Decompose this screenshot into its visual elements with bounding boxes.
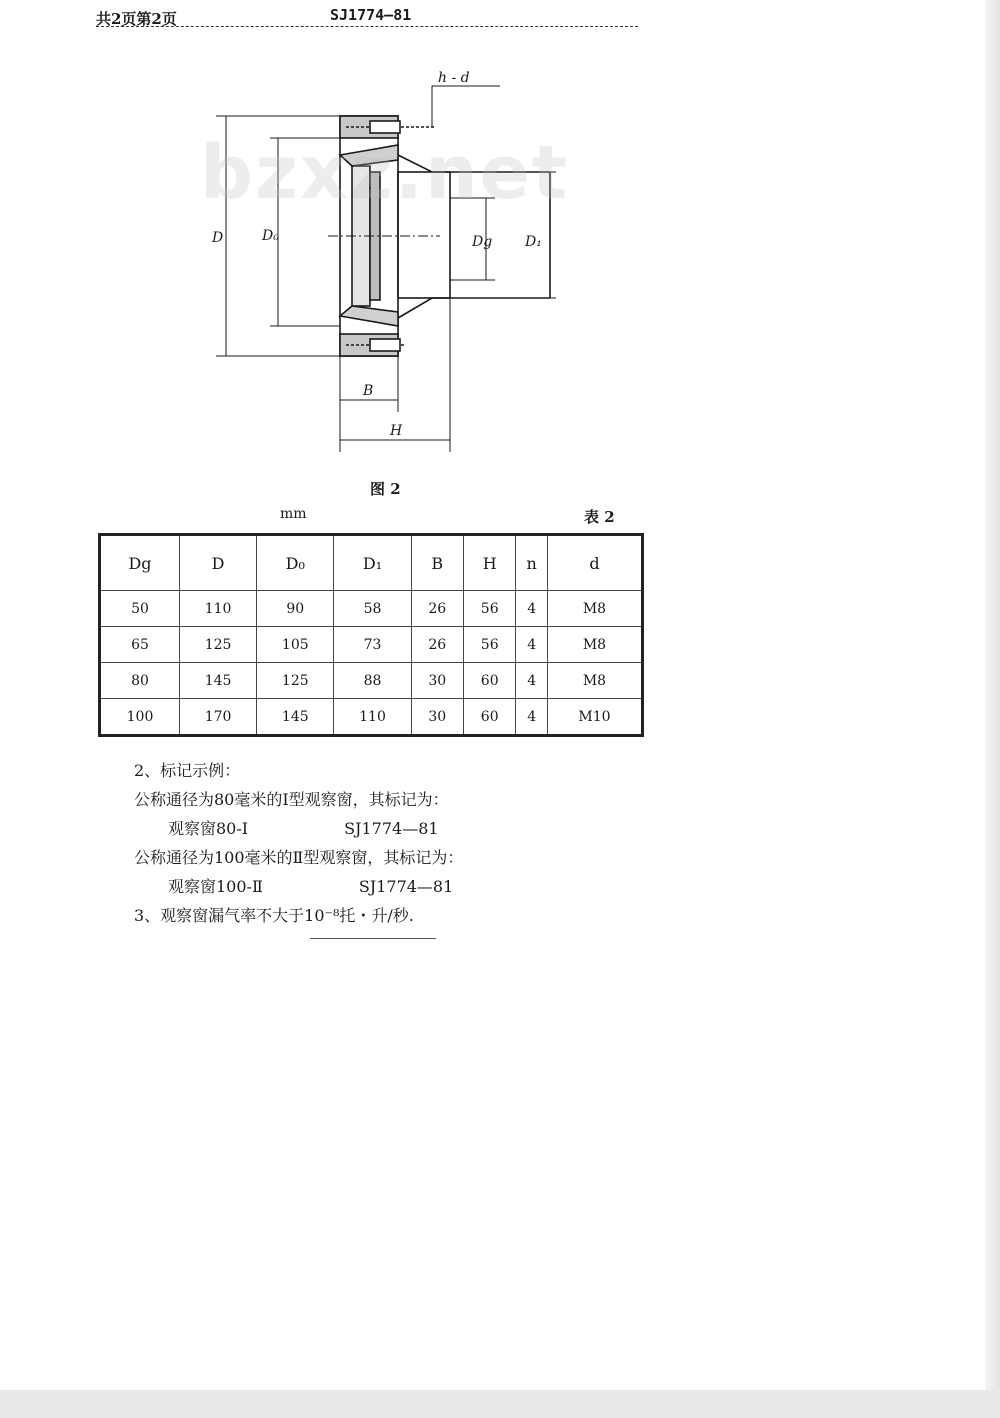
table-row bbox=[100, 591, 643, 627]
example2-code: SJ1774—81 bbox=[358, 877, 454, 896]
notes-section bbox=[134, 756, 463, 930]
table-cell: 90 bbox=[257, 591, 334, 627]
table-cell: 30 bbox=[411, 663, 463, 699]
label-B: B bbox=[363, 383, 374, 399]
table-cell: 50 bbox=[100, 591, 180, 627]
header-rule bbox=[96, 26, 638, 27]
col-header: d bbox=[547, 535, 642, 591]
label-hd: h - d bbox=[438, 70, 470, 86]
table-cell: 110 bbox=[334, 699, 411, 736]
table-cell: 60 bbox=[464, 699, 516, 736]
example2-mark: 观察窗100-Ⅱ bbox=[168, 877, 263, 896]
table-cell: 125 bbox=[257, 663, 334, 699]
table-cell: 56 bbox=[464, 627, 516, 663]
table-row bbox=[100, 663, 643, 699]
table-title: 表 2 bbox=[584, 508, 615, 526]
col-header: D₁ bbox=[334, 535, 411, 591]
table-cell: 26 bbox=[411, 591, 463, 627]
figure-caption: 图 2 bbox=[370, 480, 401, 498]
page-edge-right bbox=[985, 0, 1000, 1418]
example1-code: SJ1774—81 bbox=[344, 819, 439, 838]
watermark: bzxz.net bbox=[200, 130, 570, 216]
note-example1-desc: 公称通径为80毫米的I型观察窗，其标记为： bbox=[134, 790, 449, 809]
note-example2-desc: 公称通径为100毫米的Ⅱ型观察窗，其标记为： bbox=[134, 848, 464, 867]
table-cell: 73 bbox=[334, 627, 411, 663]
note-example2-line bbox=[134, 872, 463, 901]
table-cell: 60 bbox=[464, 663, 516, 699]
table-row bbox=[100, 699, 643, 736]
table-cell: 100 bbox=[100, 699, 180, 736]
table-cell: 145 bbox=[179, 663, 256, 699]
table-cell: 65 bbox=[100, 627, 180, 663]
note-item3: 3、观察窗漏气率不大于10⁻⁸托・升/秒. bbox=[134, 906, 414, 925]
table-cell: 56 bbox=[464, 591, 516, 627]
table-cell: 4 bbox=[516, 699, 547, 736]
table-header-row bbox=[100, 535, 643, 591]
table-cell: 30 bbox=[411, 699, 463, 736]
col-header: H bbox=[464, 535, 516, 591]
table-cell: 80 bbox=[100, 663, 180, 699]
label-H: H bbox=[390, 423, 403, 439]
note-example1-line bbox=[134, 814, 463, 843]
label-Dg: Dg bbox=[472, 234, 493, 250]
label-D0: D₀ bbox=[262, 228, 279, 244]
table-cell: M8 bbox=[547, 663, 642, 699]
table-unit: mm bbox=[280, 506, 307, 522]
table-cell: 125 bbox=[179, 627, 256, 663]
table-cell: M8 bbox=[547, 591, 642, 627]
col-header: D bbox=[179, 535, 256, 591]
table-cell: M8 bbox=[547, 627, 642, 663]
table-cell: 110 bbox=[179, 591, 256, 627]
standard-code: SJ1774—81 bbox=[330, 6, 412, 24]
label-D: D bbox=[212, 230, 224, 246]
col-header: Dg bbox=[100, 535, 180, 591]
table-cell: 58 bbox=[334, 591, 411, 627]
table-cell: 105 bbox=[257, 627, 334, 663]
table-cell: 145 bbox=[257, 699, 334, 736]
note-item2-title: 2、标记示例： bbox=[134, 761, 241, 780]
page-info: 共2页第2页 bbox=[96, 10, 177, 28]
col-header: D₀ bbox=[257, 535, 334, 591]
table-cell: 88 bbox=[334, 663, 411, 699]
page-edge-bottom bbox=[0, 1390, 1000, 1418]
sight-glass-drawing bbox=[200, 60, 560, 455]
dimensions-table bbox=[98, 533, 644, 737]
col-header: n bbox=[516, 535, 547, 591]
label-D1: D₁ bbox=[525, 234, 542, 250]
col-header: B bbox=[411, 535, 463, 591]
table-cell: 4 bbox=[516, 591, 547, 627]
example1-mark: 观察窗80-Ⅰ bbox=[168, 819, 249, 838]
table-cell: 4 bbox=[516, 627, 547, 663]
table-cell: M10 bbox=[547, 699, 642, 736]
table-row bbox=[100, 627, 643, 663]
table-cell: 4 bbox=[516, 663, 547, 699]
table-cell: 26 bbox=[411, 627, 463, 663]
end-rule bbox=[310, 938, 436, 939]
table-cell: 170 bbox=[179, 699, 256, 736]
